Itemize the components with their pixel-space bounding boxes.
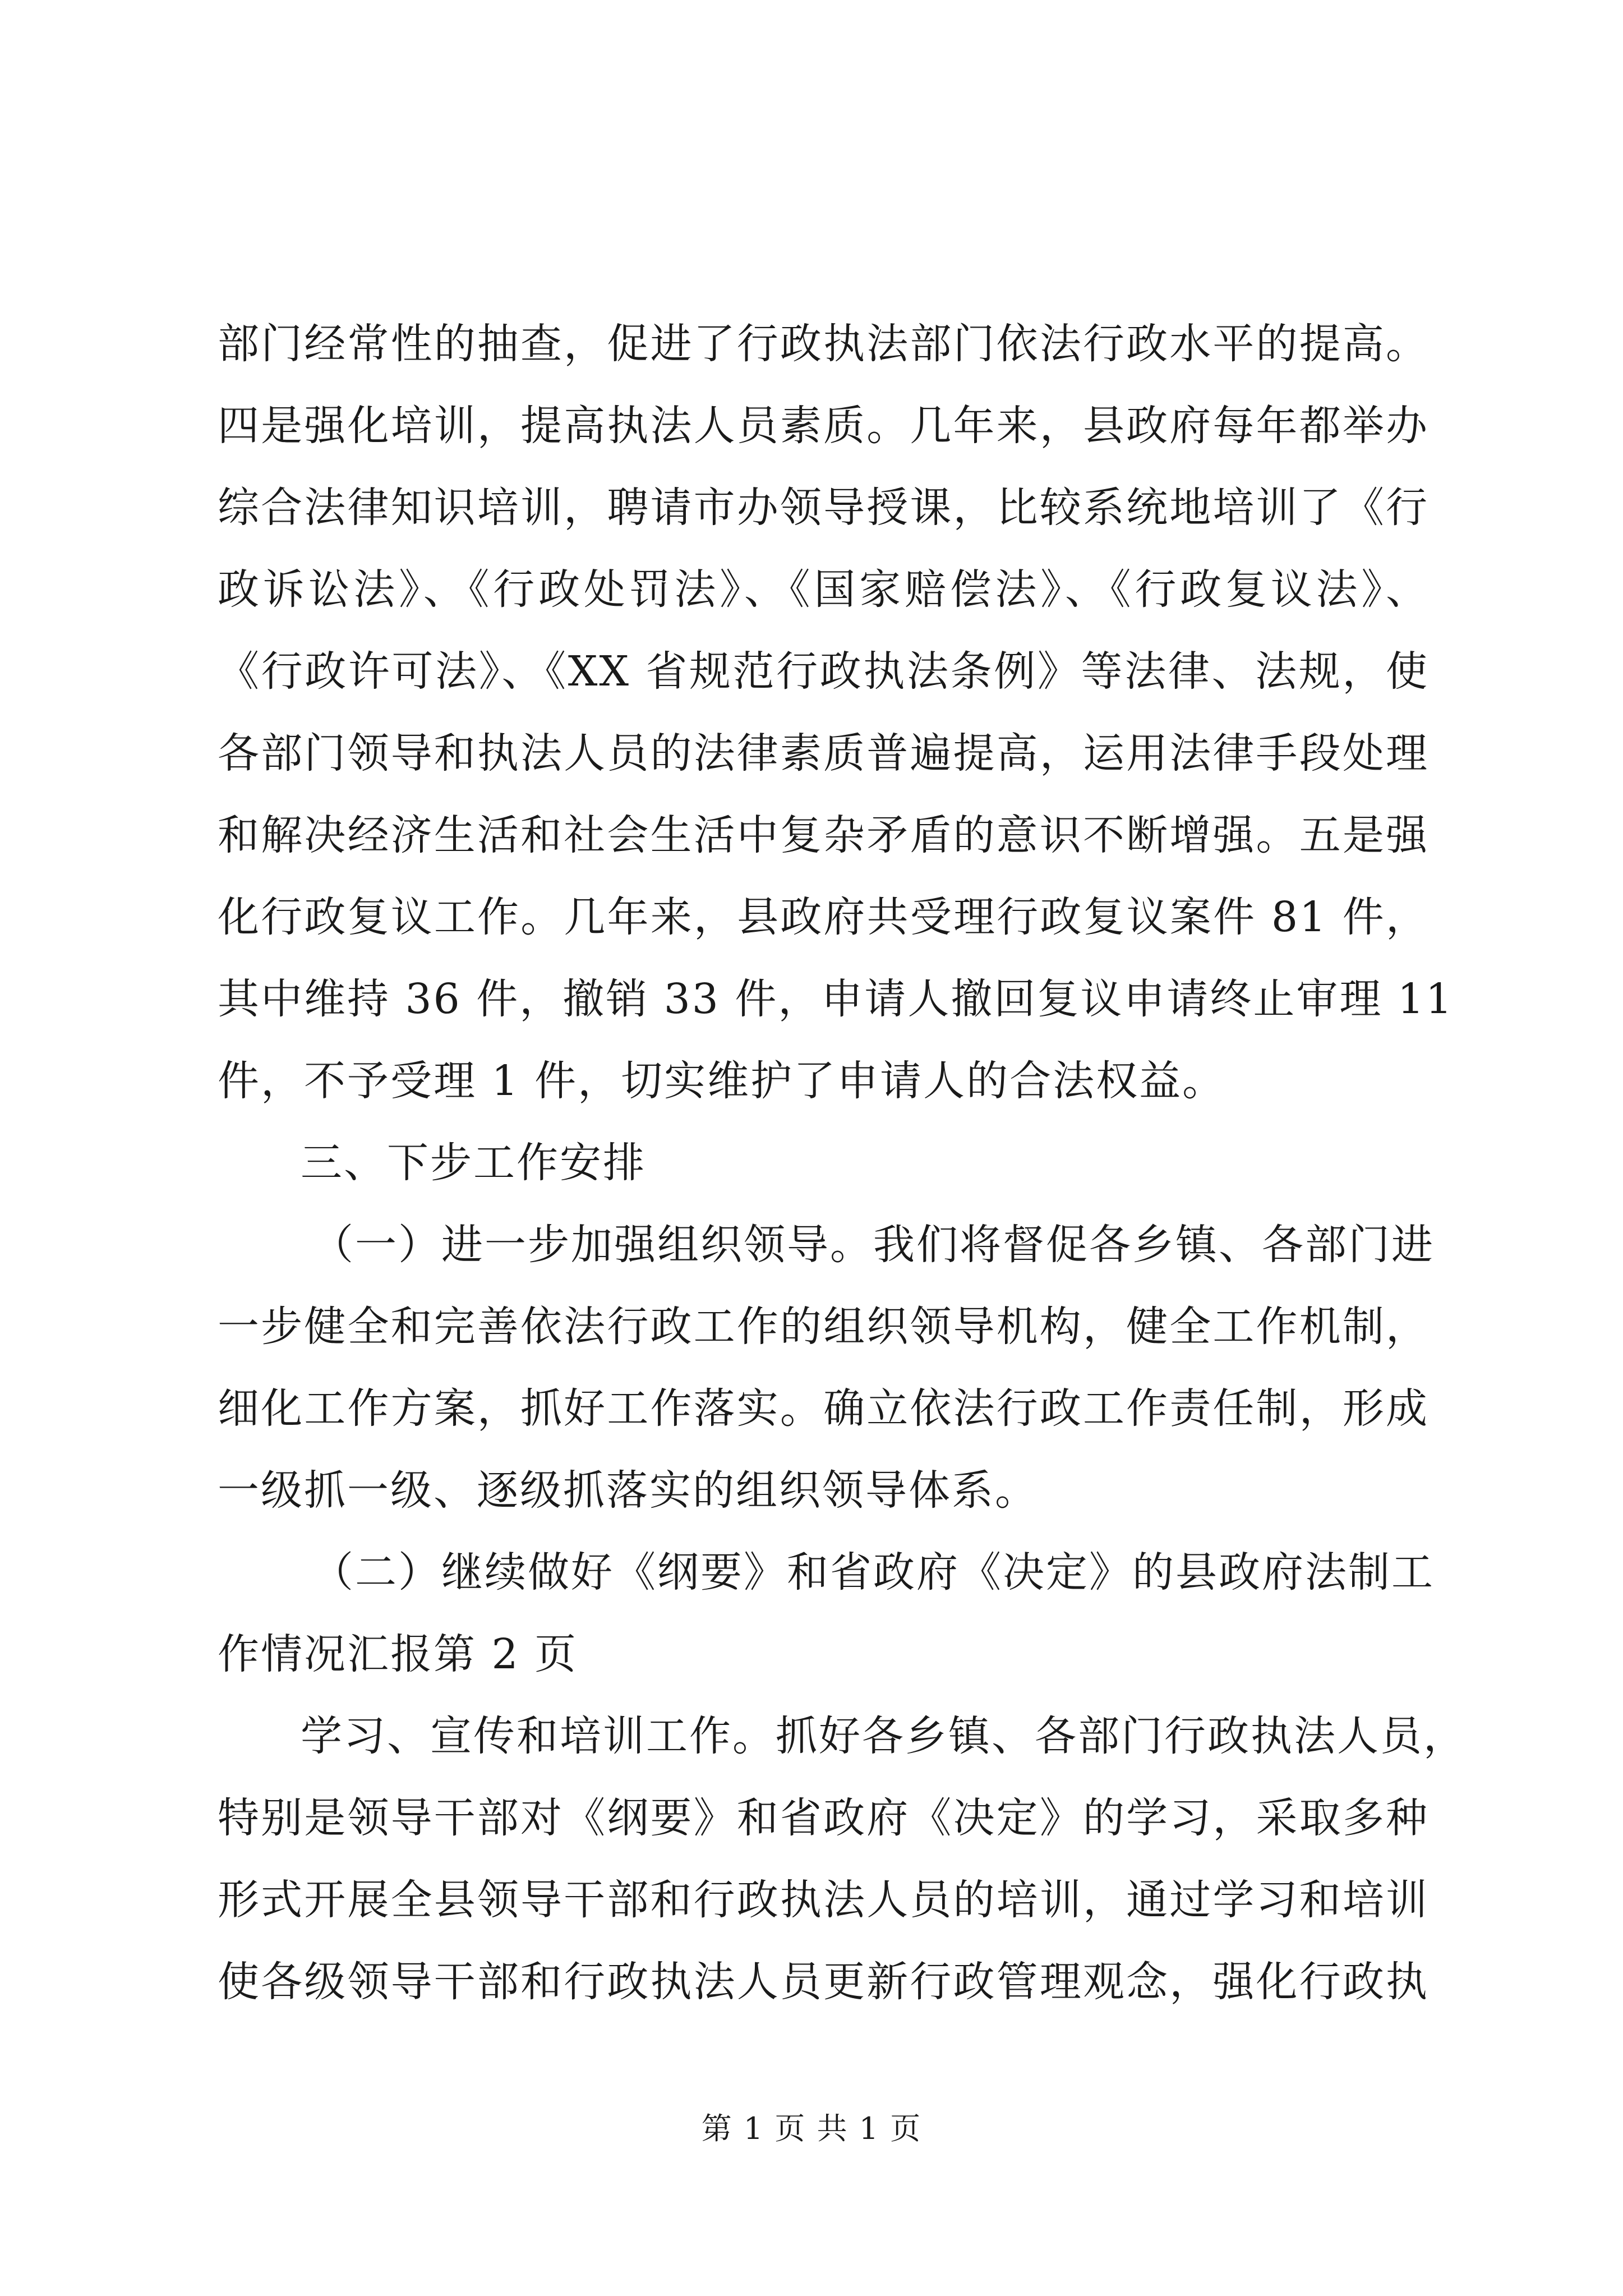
text-line: 一步健全和完善依法行政工作的组织领导机构，健全工作机制， — [218, 1303, 1429, 1351]
text-line: 和解决经济生活和社会生活中复杂矛盾的意识不断增强。五是强 — [218, 811, 1429, 859]
text-line: 其中维持 36 件，撤销 33 件，申请人撤回复议申请终止审理 11 — [218, 975, 1454, 1023]
section-heading: 三、下步工作安排 — [301, 1139, 646, 1187]
text-line: 《行政许可法》、《XX 省规范行政执法条例》等法律、法规，使 — [218, 647, 1429, 696]
text-line: 一级抓一级、逐级抓落实的组织领导体系。 — [218, 1466, 1038, 1515]
text-line: 政诉讼法》、《行政处罚法》、《国家赔偿法》、《行政复议法》、 — [218, 565, 1429, 614]
text-line: 部门经常性的抽查，促进了行政执法部门依法行政水平的提高。 — [218, 320, 1429, 368]
text-line: 学习、宣传和培训工作。抓好各乡镇、各部门行政执法人员， — [301, 1712, 1467, 1760]
text-line: 各部门领导和执法人员的法律素质普遍提高，运用法律手段处理 — [218, 729, 1429, 777]
text-line: （二）继续做好《纲要》和省政府《决定》的县政府法制工 — [312, 1548, 1435, 1596]
text-line: 化行政复议工作。几年来，县政府共受理行政复议案件 81 件， — [218, 893, 1429, 941]
body-text — [218, 303, 1467, 2023]
text-line: 综合法律知识培训，聘请市办领导授课，比较系统地培训了《行 — [218, 484, 1429, 532]
text-line: 件，不予受理 1 件，切实维护了申请人的合法权益。 — [218, 1057, 1226, 1105]
text-line: 使各级领导干部和行政执法人员更新行政管理观念，强化行政执 — [218, 1958, 1429, 2006]
text-line: 细化工作方案，抓好工作落实。确立依法行政工作责任制，形成 — [218, 1384, 1429, 1433]
page-footer: 第 1 页 共 1 页 — [701, 2111, 922, 2146]
text-line: 形式开展全县领导干部和行政执法人员的培训，通过学习和培训 — [218, 1876, 1429, 1924]
text-line: 作情况汇报第 2 页 — [218, 1630, 578, 1678]
text-line: 四是强化培训，提高执法人员素质。几年来，县政府每年都举办 — [218, 402, 1429, 450]
text-line: 特别是领导干部对《纲要》和省政府《决定》的学习，采取多种 — [218, 1794, 1429, 1842]
text-line: （一）进一步加强组织领导。我们将督促各乡镇、各部门进 — [312, 1221, 1435, 1269]
